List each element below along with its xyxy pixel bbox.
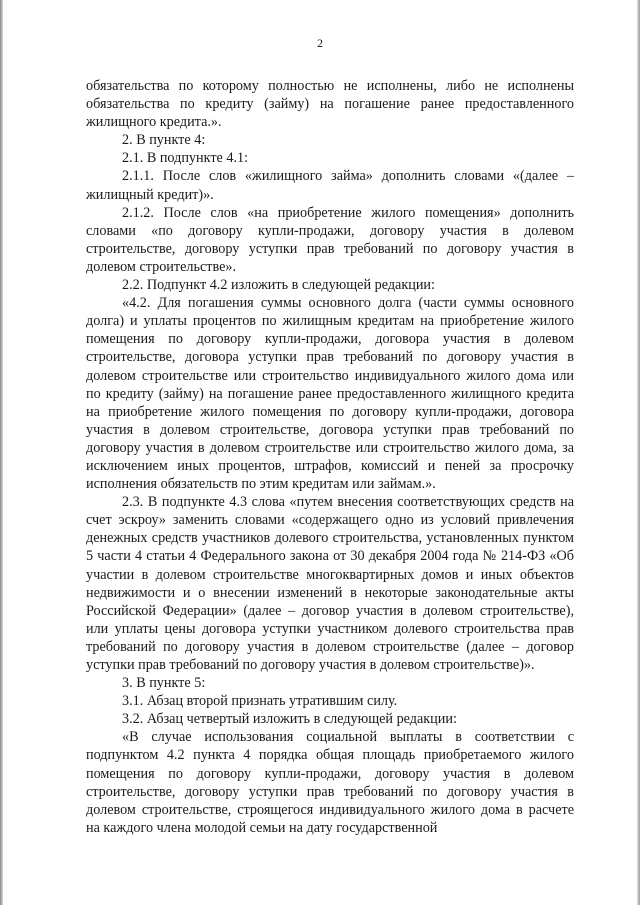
paragraph-item-2-1-1: 2.1.1. После слов «жилищного займа» дополнить словами «(далее – жилищный кредит)». bbox=[86, 168, 574, 203]
page-number: 2 bbox=[317, 36, 323, 50]
paragraph-item-2-2: 2.2. Подпункт 4.2 изложить в следующей редакции: bbox=[122, 277, 435, 294]
paragraph-item-2-1-2: 2.1.2. После слов «на приобретение жилого помещения» дополнить словами «по договору купли-продажи, договору участия в долевом строительстве, договору уступки прав требований по договору участия в долевом строительстве». bbox=[86, 204, 574, 275]
document-body bbox=[86, 77, 574, 837]
paragraph-new-wording: «В случае использования социальной выплаты в соответствии с подпунктом 4.2 пункта 4 порядка общая площадь приобретаемого жилого помещения по договору купли-продажи, договору участия в долевом строительстве, договору уступки прав требований по договору участия в долевом строительстве, строящегося индивидуального жилого дома в расчете на каждого члена молодой семьи на дату государственной bbox=[86, 729, 574, 836]
paragraph-item-2-1: 2.1. В подпункте 4.1: bbox=[122, 150, 249, 167]
paragraph-item-3: 3. В пункте 5: bbox=[122, 675, 206, 692]
paragraph-item-3-2: 3.2. Абзац четвертый изложить в следующей редакции: bbox=[122, 711, 457, 728]
scan-edge-left bbox=[0, 0, 3, 905]
paragraph-item-4-2-text: «4.2. Для погашения суммы основного долга (части суммы основного долга) и уплаты процентов по жилищным кредитам на приобретение жилого помещения по договору купли-продажи, договора участия в долевом строительстве, договора уступки прав требований по договору участия в долевом строительстве или строительство индивидуального жилого дома или по кредиту (займу) на погашение ранее предоставленного жилищного кредита на приобретение жилого помещения по договору купли-продажи, договора участия в долевом строительстве, договора уступки прав требований по договору участия в долевом строительстве или строительство жилого дома, за исключением иных процентов, штрафов, комиссий и пеней за просрочку исполнения обязательств по этим кредитам или займам.». bbox=[86, 295, 574, 493]
paragraph-item-2: 2. В пункте 4: bbox=[122, 132, 206, 149]
paragraph-item-2-3: 2.3. В подпункте 4.3 слова «путем внесения соответствующих средств на счет эскроу» заменить словами «содержащего одно из условий привлечения денежных средств участников долевого строительства, установленных пунктом 5 части 4 статьи 4 Федерального закона от 30 декабря 2004 года № 214-ФЗ «Об участии в долевом строительстве многоквартирных домов и иных объектов недвижимости и о внесении изменений в некоторые законодательные акты Российской Федерации» (далее – договор участия в долевом строительстве), или уплаты цены договора уступки участником долевого строительства прав требований по договору участия в долевом строительстве (далее – договор уступки прав требований по договору участия в долевом строительстве)». bbox=[86, 494, 574, 673]
paragraph-item-3-1: 3.1. Абзац второй признать утратившим силу. bbox=[122, 693, 398, 710]
paragraph-continuation: обязательства по которому полностью не исполнены, либо не исполнены обязательства по кредиту (займу) на погашение ранее предоставленного жилищного кредита.». bbox=[86, 78, 574, 131]
